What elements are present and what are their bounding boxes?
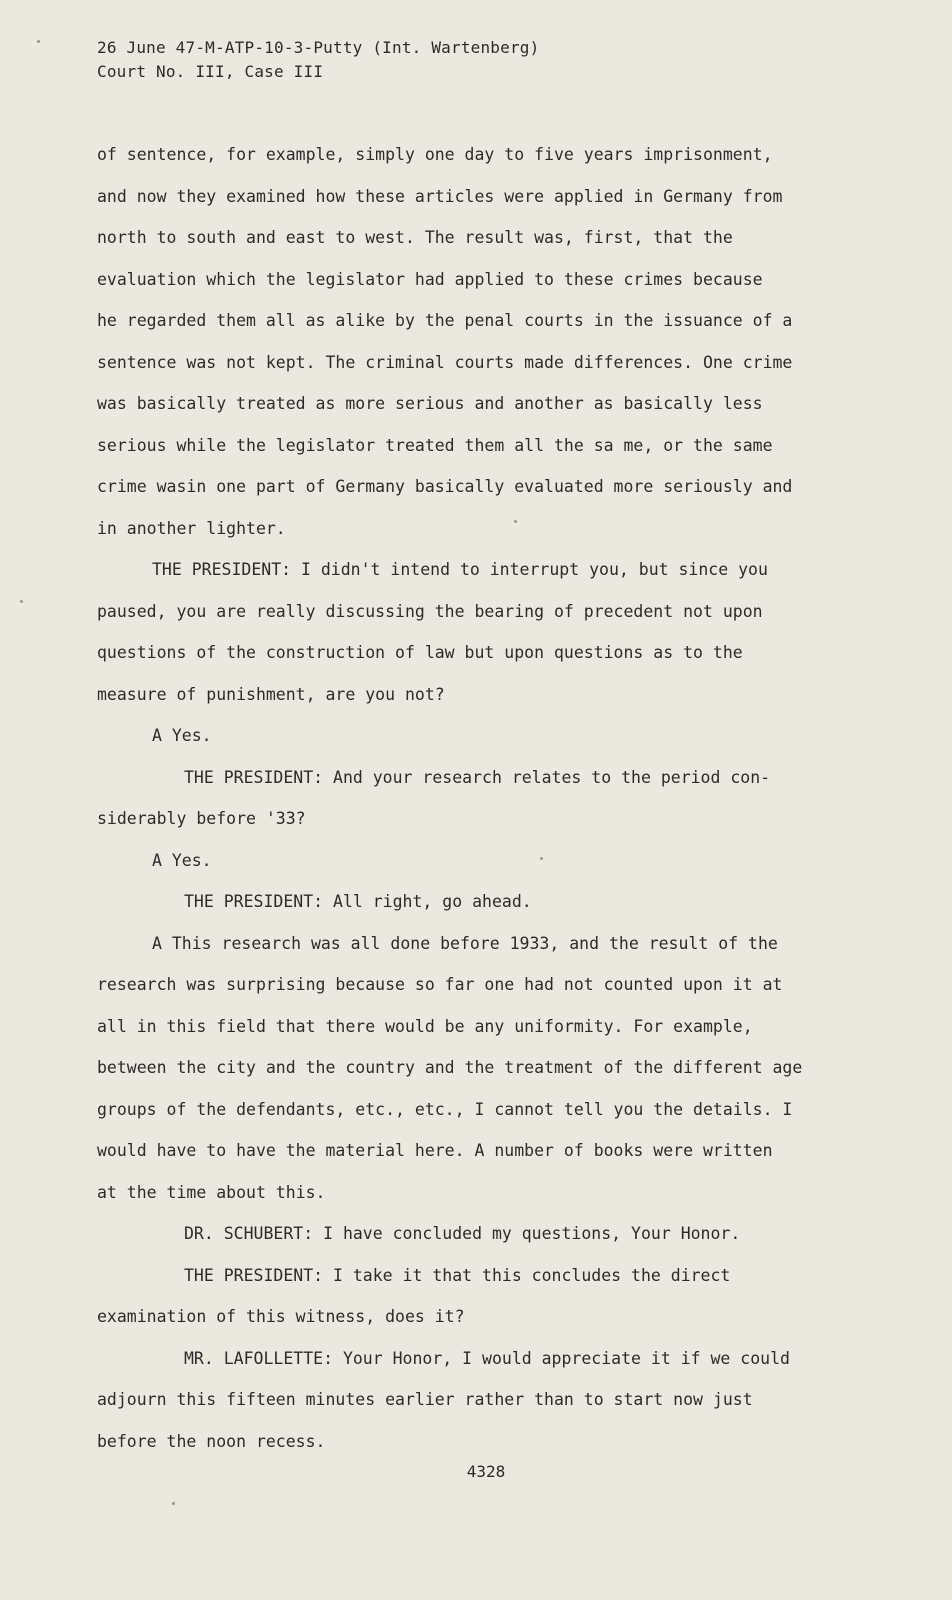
transcript-line: A This research was all done before 1933, and the result of the <box>152 933 778 953</box>
transcript-line: DR. SCHUBERT: I have concluded my questions, Your Honor. <box>184 1224 741 1243</box>
transcript-body <box>97 134 837 1462</box>
paper-speck <box>37 40 40 43</box>
transcript-line: evaluation which the legislator had applied to these crimes because <box>97 269 763 289</box>
transcript-line: questions of the construction of law but upon questions as to the <box>97 643 743 662</box>
transcript-line: sentence was not kept. The criminal courts made differences. One crime <box>97 352 793 372</box>
transcript-line: serious while the legislator treated them all the sa me, or the same <box>97 435 773 455</box>
transcript-line: north to south and east to west. The result was, first, that the <box>97 228 733 247</box>
transcript-line: all in this field that there would be any uniformity. For example, <box>97 1016 753 1036</box>
paper-speck <box>514 520 517 523</box>
transcript-line: was basically treated as more serious and another as basically less <box>97 394 763 413</box>
transcript-line: between the city and the country and the treatment of the different age <box>97 1058 803 1077</box>
header-date-line: 26 June 47-M-ATP-10-3-Putty (Int. Wartenberg) <box>97 38 540 57</box>
transcript-line: THE PRESIDENT: I didn't intend to interrupt you, but since you <box>152 560 768 579</box>
transcript-line: MR. LAFOLLETTE: Your Honor, I would appreciate it if we could <box>184 1348 790 1368</box>
transcript-line: measure of punishment, are you not? <box>97 684 445 704</box>
transcript-line: groups of the defendants, etc., etc., I cannot tell you the details. I <box>97 1099 793 1119</box>
transcript-line: would have to have the material here. A number of books were written <box>97 1141 773 1160</box>
paper-speck <box>540 857 543 860</box>
page-number: 4328 <box>466 1462 506 1481</box>
transcript-line: in another lighter. <box>97 518 286 538</box>
transcript-line: crime wasin one part of Germany basically evaluated more seriously and <box>97 477 793 496</box>
transcript-line: examination of this witness, does it? <box>97 1307 465 1326</box>
transcript-line: research was surprising because so far one had not counted upon it at <box>97 975 783 994</box>
transcript-line: A Yes. <box>152 850 212 870</box>
transcript-line: THE PRESIDENT: And your research relates to the period con- <box>184 767 771 787</box>
transcript-line: he regarded them all as alike by the penal courts in the issuance of a <box>97 311 793 330</box>
transcript-line: A Yes. <box>152 726 212 745</box>
transcript-line: and now they examined how these articles were applied in Germany from <box>97 186 783 206</box>
transcript-line: THE PRESIDENT: All right, go ahead. <box>184 892 532 911</box>
transcript-line: siderably before '33? <box>97 809 306 828</box>
transcript-line: THE PRESIDENT: I take it that this concludes the direct <box>184 1265 731 1285</box>
transcript-line: before the noon recess. <box>97 1431 326 1451</box>
paper-speck <box>20 600 23 603</box>
paper-speck <box>172 1502 175 1505</box>
header-court-line: Court No. III, Case III <box>97 62 324 81</box>
transcript-line: at the time about this. <box>97 1182 326 1202</box>
transcript-line: of sentence, for example, simply one day to five years imprisonment, <box>97 145 773 164</box>
page-header <box>97 36 539 84</box>
transcript-line: adjourn this fifteen minutes earlier rather than to start now just <box>97 1390 753 1409</box>
transcript-line: paused, you are really discussing the bearing of precedent not upon <box>97 601 763 621</box>
